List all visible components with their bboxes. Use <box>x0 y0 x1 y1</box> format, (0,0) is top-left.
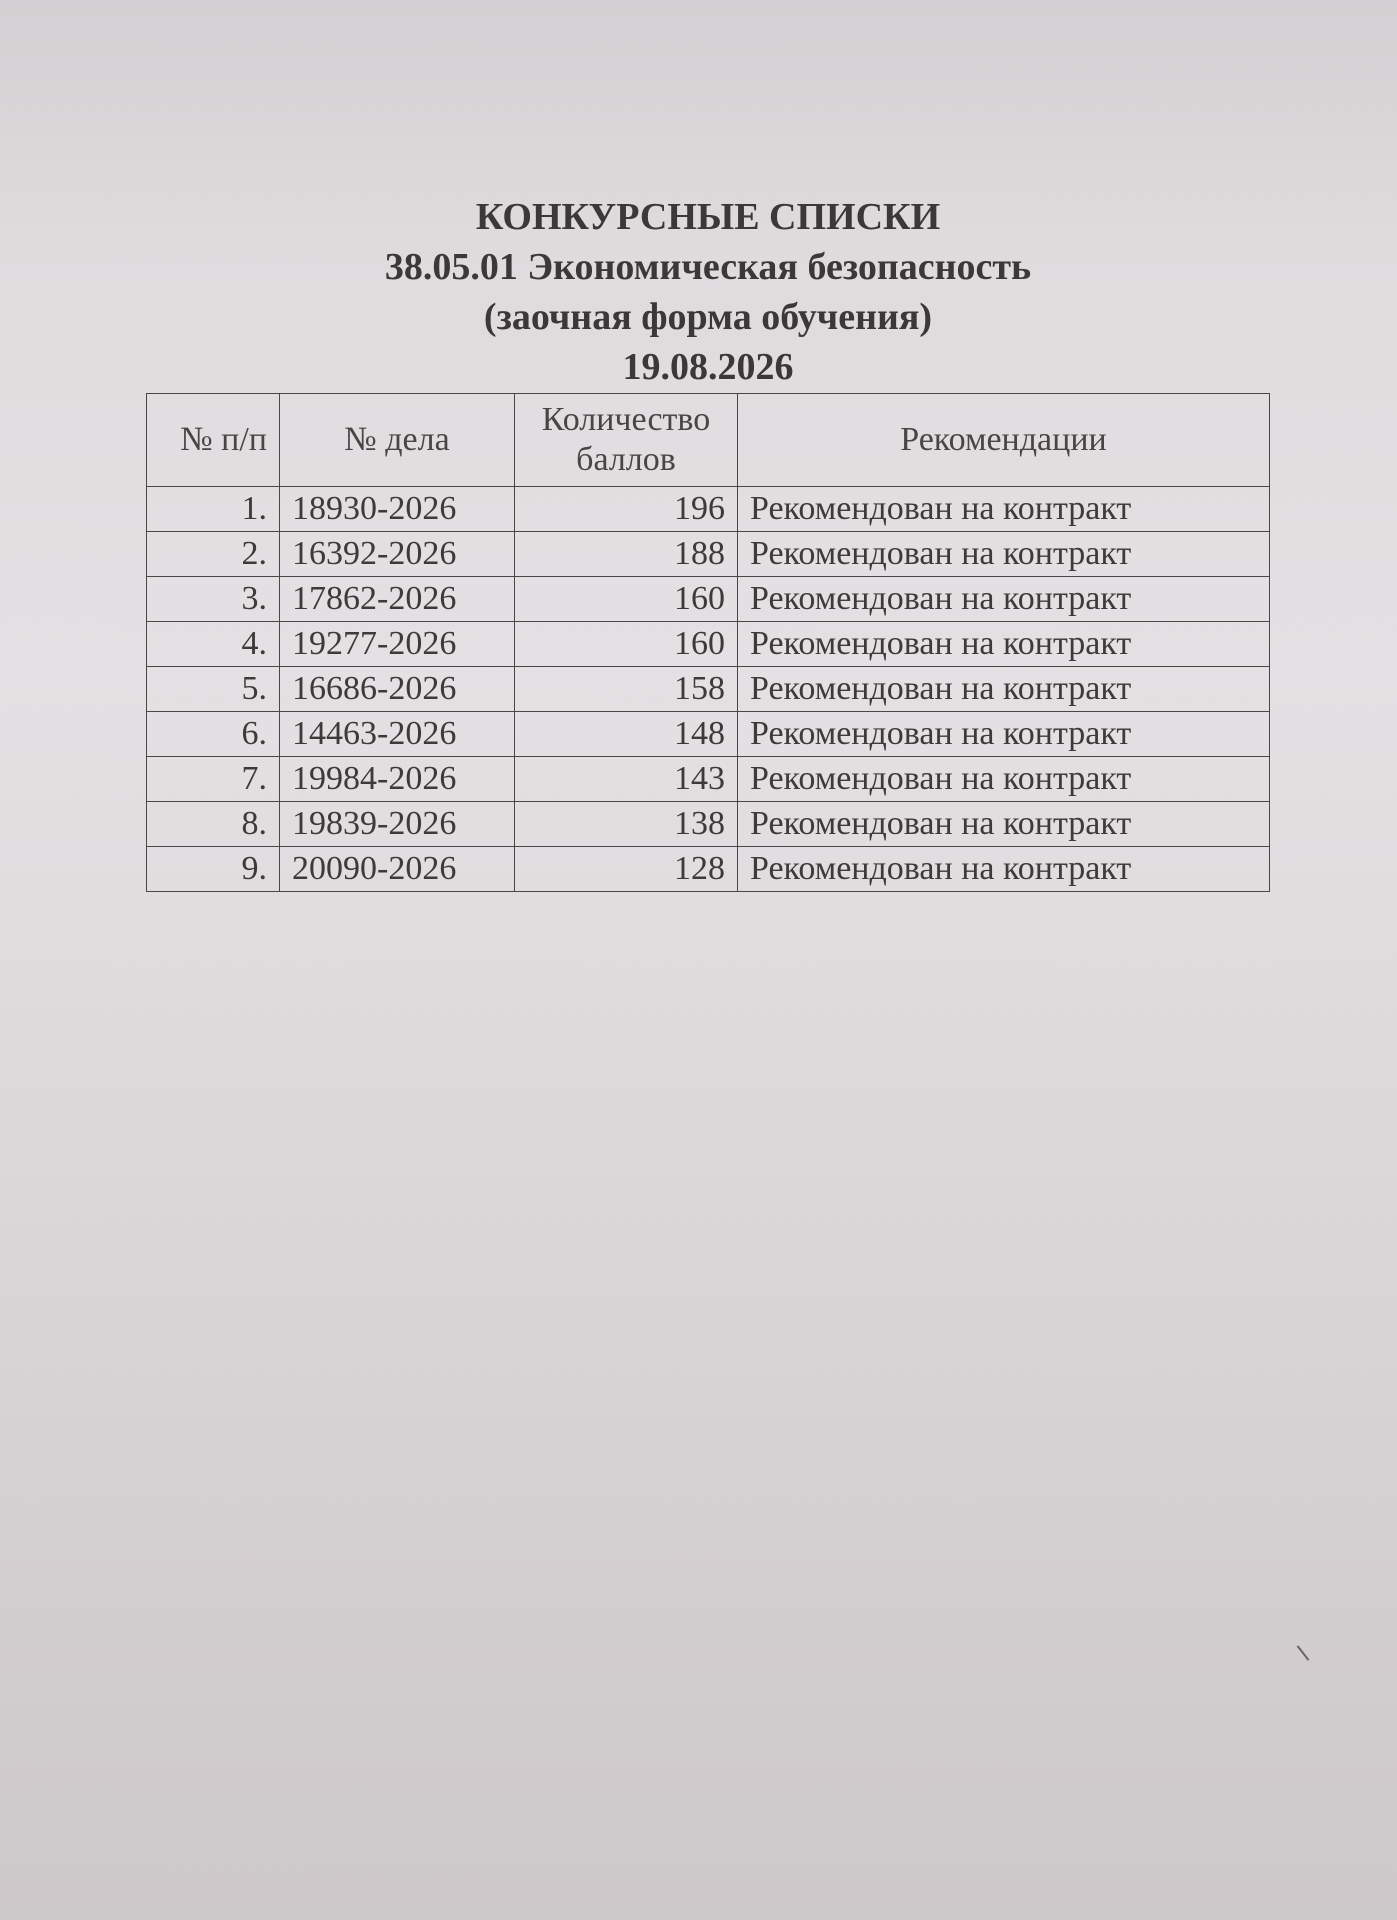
header-score-line2: баллов <box>576 441 676 478</box>
row-recommendation: Рекомендован на контракт <box>738 802 1270 847</box>
competition-list-table <box>146 393 1270 892</box>
row-case: 19984-2026 <box>280 757 515 802</box>
row-recommendation: Рекомендован на контракт <box>738 532 1270 577</box>
row-score: 143 <box>515 757 738 802</box>
row-recommendation: Рекомендован на контракт <box>738 757 1270 802</box>
table-row <box>147 757 1270 802</box>
header-num: № п/п <box>147 394 280 487</box>
row-num: 2. <box>147 532 280 577</box>
header-case: № дела <box>280 394 515 487</box>
row-num: 8. <box>147 802 280 847</box>
header-score <box>515 394 738 487</box>
table-row <box>147 532 1270 577</box>
row-num: 1. <box>147 487 280 532</box>
row-num: 9. <box>147 847 280 892</box>
row-recommendation: Рекомендован на контракт <box>738 712 1270 757</box>
table-header-row <box>147 394 1270 487</box>
row-score: 158 <box>515 667 738 712</box>
row-case: 16392-2026 <box>280 532 515 577</box>
row-case: 20090-2026 <box>280 847 515 892</box>
header-recommendation: Рекомендации <box>738 394 1270 487</box>
row-num: 3. <box>147 577 280 622</box>
row-score: 196 <box>515 487 738 532</box>
list-date: 19.08.2026 <box>622 346 794 388</box>
row-score: 138 <box>515 802 738 847</box>
table-row <box>147 847 1270 892</box>
table-row <box>147 667 1270 712</box>
row-score: 188 <box>515 532 738 577</box>
table-row <box>147 487 1270 532</box>
row-score: 148 <box>515 712 738 757</box>
pen-mark <box>1297 1645 1310 1660</box>
table-row <box>147 802 1270 847</box>
row-recommendation: Рекомендован на контракт <box>738 487 1270 532</box>
row-recommendation: Рекомендован на контракт <box>738 622 1270 667</box>
row-score: 160 <box>515 622 738 667</box>
row-num: 4. <box>147 622 280 667</box>
table-row <box>147 577 1270 622</box>
row-score: 160 <box>515 577 738 622</box>
row-case: 19277-2026 <box>280 622 515 667</box>
row-num: 6. <box>147 712 280 757</box>
row-recommendation: Рекомендован на контракт <box>738 577 1270 622</box>
row-num: 7. <box>147 757 280 802</box>
row-recommendation: Рекомендован на контракт <box>738 847 1270 892</box>
header-score-line1: Количество <box>541 401 711 438</box>
row-recommendation: Рекомендован на контракт <box>738 667 1270 712</box>
table-row <box>147 712 1270 757</box>
row-score: 128 <box>515 847 738 892</box>
table-row <box>147 622 1270 667</box>
row-case: 17862-2026 <box>280 577 515 622</box>
program-name: 38.05.01 Экономическая безопасность <box>384 246 1032 288</box>
study-form: (заочная форма обучения) <box>483 296 933 338</box>
row-case: 19839-2026 <box>280 802 515 847</box>
document-title: КОНКУРСНЫЕ СПИСКИ <box>475 196 941 238</box>
row-case: 16686-2026 <box>280 667 515 712</box>
document-heading <box>0 192 1397 392</box>
row-num: 5. <box>147 667 280 712</box>
row-case: 18930-2026 <box>280 487 515 532</box>
row-case: 14463-2026 <box>280 712 515 757</box>
